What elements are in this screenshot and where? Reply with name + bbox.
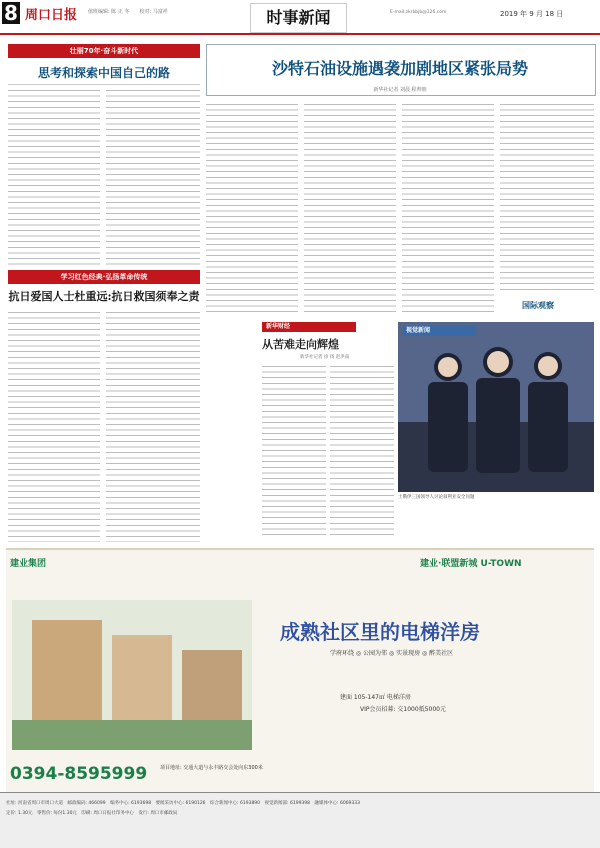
building-illustration	[12, 600, 252, 750]
sub-label: 新华财经	[262, 322, 356, 332]
ad-subtitle: 学府环绕 ◎ 公园为邻 ◎ 实景现房 ◎ 醉美社区	[330, 650, 454, 657]
ad-tag-1: 建面 105-147㎡ 电梯洋房	[340, 694, 411, 701]
ad-title: 成熟社区里的电梯洋房	[280, 620, 480, 644]
article-title-a: 思考和探索中国自己的路	[8, 62, 200, 85]
article-title-b: 抗日爱国人士杜重远:抗日救国须奉之责	[8, 290, 200, 303]
photo-figures	[398, 322, 594, 492]
body-text-main4	[500, 104, 594, 294]
body-text-c1	[262, 366, 326, 536]
banner-a: 壮丽70年·奋斗新时代	[8, 44, 200, 58]
main-headline: 沙特石油设施遇袭加剧地区紧张局势	[271, 59, 528, 78]
header-rule	[0, 33, 600, 35]
ad-building-image	[12, 600, 252, 750]
body-text-b2	[106, 312, 200, 542]
intl-observe-badge: 国际观察	[522, 301, 554, 310]
body-text-main2	[304, 104, 396, 316]
ad-logo-right: 建业·联盟新城 U-TOWN	[420, 559, 522, 569]
page-number: 8	[2, 2, 20, 24]
email: E-mail:zkrbbjb@126.com	[390, 10, 447, 15]
photo-caption: 土俄伊三国领导人讨论叙利亚安全问题	[398, 495, 475, 500]
body-text-main3	[402, 104, 494, 316]
body-text-b1	[8, 312, 100, 542]
article-title-c: 从苦难走向辉煌	[262, 338, 339, 351]
body-text-a2	[106, 90, 200, 266]
body-text-a1	[8, 90, 100, 266]
ad-address: 项目地址: 交通大道与永丰路交会处向东300米	[160, 765, 263, 771]
issue-date: 2019 年 9 月 18 日	[500, 10, 564, 18]
body-text-c2	[330, 366, 394, 536]
main-byline: 新华社记者 刘晨 程帅朋	[373, 87, 427, 93]
footer-line-1: 社址: 河南省周口市周口大道 邮政编码: 466099 编务中心: 6193698 要闻采访中心: 6190126 综合新闻中心: 6193890 视觉新闻部: 6199398 融媒体中心: 6069333	[6, 801, 361, 806]
body-text-main1	[206, 104, 298, 316]
ad-logo-left: 建业集团	[10, 559, 47, 569]
news-photo	[398, 322, 594, 492]
banner-b: 学习红色经典·弘扬革命传统	[8, 270, 200, 284]
ad-phone: 0394-8595999	[10, 764, 148, 784]
editor-line: 值班编辑: 陈 正 冬 校对: 马富祥	[88, 9, 168, 15]
photo-label: 视觉新闻	[403, 326, 476, 336]
paper-name: 周口日报	[25, 8, 78, 23]
footer-line-2: 定价: 1.30元 零售价: 每份1.30元 印刷: 周口日报社印务中心 发行: 周口市邮政局	[6, 811, 178, 816]
section-title: 时事新闻	[250, 3, 347, 33]
article-byline-c: 新华社记者 徐 扬 赵洪南	[300, 355, 350, 360]
ad-tag-2: VIP会员招募: 交1000抵5000元	[360, 706, 446, 713]
